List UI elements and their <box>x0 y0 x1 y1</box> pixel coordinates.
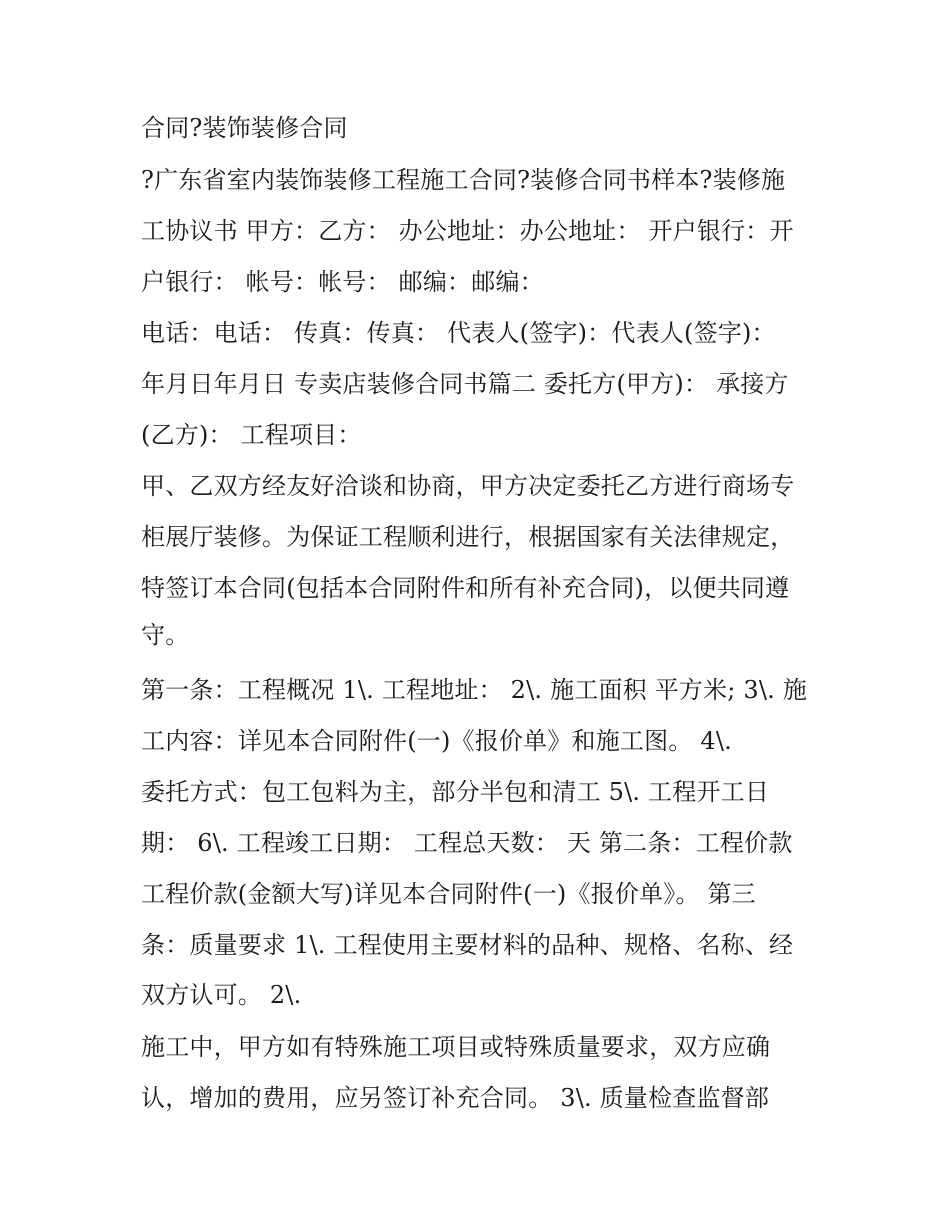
text-line: 期： 6\. 工程竣工日期： 工程总天数： 天 第二条：工程价款 <box>141 829 793 857</box>
text-line: 年月日年月日 专卖店装修合同书篇二 委托方(甲方)： 承接方 <box>141 370 789 398</box>
text-line: 工协议书 甲方：乙方： 办公地址：办公地址： 开户银行：开 <box>141 217 794 245</box>
text-line: ?广东省室内装饰装修工程施工合同?装修合同书样本?装修施 <box>141 166 786 194</box>
text-line: 双方认可。 2\. <box>141 981 302 1009</box>
text-line: 特签订本合同(包括本合同附件和所有补充合同)，以便共同遵 <box>141 574 790 602</box>
document-title: 合同?装饰装修合同 <box>141 114 348 142</box>
text-line: 柜展厅装修。为保证工程顺利进行，根据国家有关法律规定， <box>141 523 795 551</box>
text-line: 工内容：详见本合同附件(一)《报价单》和施工图。 4\. <box>141 727 732 755</box>
text-line: 条：质量要求 1\. 工程使用主要材料的品种、规格、名称、经 <box>141 931 794 959</box>
text-line: 施工中，甲方如有特殊施工项目或特殊质量要求，双方应确 <box>141 1033 771 1061</box>
text-line: 户银行： 帐号：帐号： 邮编：邮编： <box>141 268 544 296</box>
text-line: 甲、乙双方经友好洽谈和协商，甲方决定委托乙方进行商场专 <box>141 472 795 500</box>
text-line: (乙方)： 工程项目： <box>141 421 362 449</box>
text-line: 工程价款(金额大写)详见本合同附件(一)《报价单》。 第三 <box>141 880 756 908</box>
text-line: 守。 <box>141 621 190 649</box>
text-line: 认，增加的费用，应另签订补充合同。 3\. 质量检查监督部 <box>141 1084 770 1112</box>
text-line: 电话：电话： 传真：传真： 代表人(签字)：代表人(签字)： <box>141 319 776 347</box>
text-line: 委托方式：包工包料为主，部分半包和清工 5\. 工程开工日 <box>141 778 770 806</box>
text-line: 第一条：工程概况 1\. 工程地址： 2\. 施工面积 平方米; 3\. 施 <box>141 676 808 704</box>
